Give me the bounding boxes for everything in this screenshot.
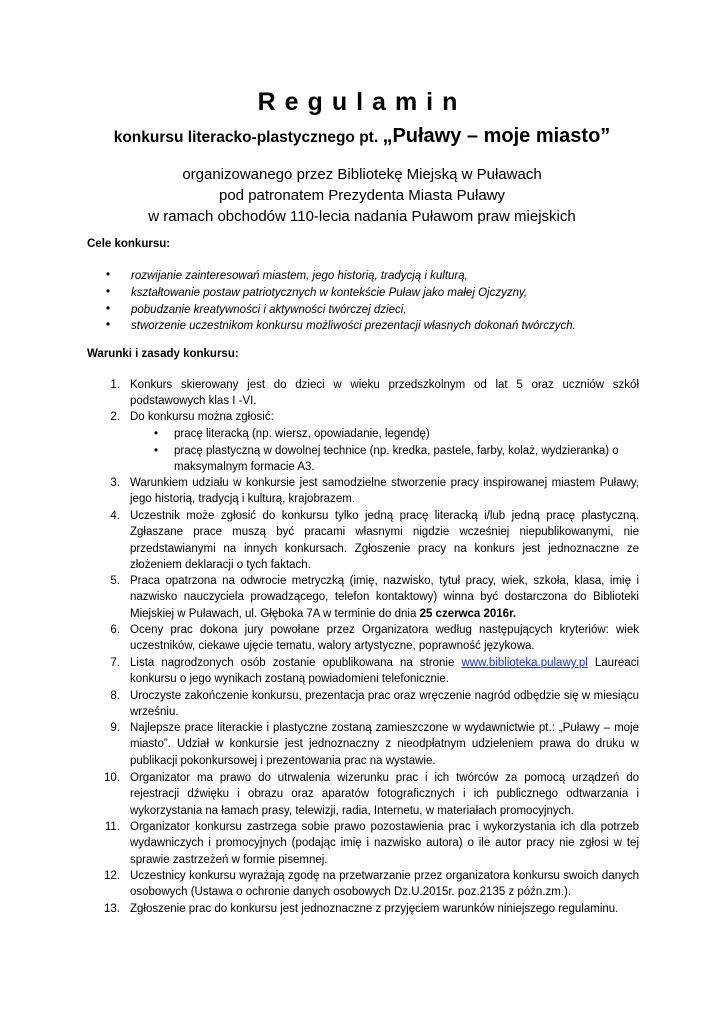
goals-heading: Cele konkursu: (87, 238, 171, 250)
condition-number: 3. (110, 477, 120, 489)
condition-number: 11. (104, 821, 120, 833)
bullet-icon: • (154, 445, 159, 457)
bullet-icon: • (106, 286, 111, 298)
organizer-line: organizowanego przez Bibliotekę Miejską w Puławach (182, 166, 542, 183)
condition-text: Zgłoszenie prac do konkursu jest jednoznaczne z przyjęciem warunków niniejszego regulaminu. (130, 903, 619, 915)
subtitle-prefix: konkursu literacko-plastycznego pt. (113, 129, 383, 146)
bullet-icon: • (106, 303, 111, 315)
condition-text: Do konkursu można zgłosić: (130, 411, 274, 423)
condition-text (130, 573, 639, 622)
condition-text: Konkurs skierowany jest do dzieci w wieku przedszkolnym od lat 5 oraz uczniów szkół podstawowych klas I -VI. (130, 379, 639, 408)
condition-number: 13. (104, 903, 120, 915)
condition-number: 4. (110, 510, 120, 522)
bullet-icon: • (106, 319, 111, 331)
bullet-icon: • (106, 269, 111, 281)
deadline-date: 25 czerwca 2016r. (419, 607, 517, 620)
document-subtitle (0, 125, 724, 148)
condition-number: 9. (110, 722, 120, 734)
condition-text: Organizator konkursu zastrzega sobie prawo pozostawienia prac i wykorzystania ich dla potrzeb wydawniczych i promocyjnych (podając imię i nazwisko autora) o ile autor pracy nie zgłosi w tej sprawie zastrzeżeń w formie pisemnej. (130, 821, 639, 866)
document-title: Regulamin (257, 88, 467, 116)
condition-number: 12. (104, 870, 120, 882)
condition-text: Uroczyste zakończenie konkursu, prezentacja prac oraz wręczenie nagród odbędzie się w miesiącu wrześniu. (130, 690, 639, 719)
patron-line: pod patronatem Prezydenta Miasta Puławy (219, 187, 505, 204)
sub-item-text: pracę literacką (np. wiersz, opowiadanie, legendę) (174, 428, 430, 440)
condition-text: Uczestnicy konkursu wyrażają zgodę na przetwarzanie przez organizatora konkursu swoich danych osobowych (Ustawa o ochronie danych osobowych Dz.U.2015r. poz.2135 z późn.zm.). (130, 870, 639, 899)
condition-number: 6. (110, 624, 120, 636)
condition-number: 5. (110, 575, 120, 587)
anniversary-line: w ramach obchodów 110-lecia nadania Puławom praw miejskich (148, 208, 576, 225)
goal-text: stworzenie uczestnikom konkursu możliwości prezentacji własnych dokonań twórczych. (131, 320, 576, 332)
goal-text: pobudzanie kreatywności i aktywności twórczej dzieci, (131, 304, 407, 316)
condition-number: 7. (110, 657, 120, 669)
condition-number: 10. (104, 772, 120, 784)
goal-text: kształtowanie postaw patriotycznych w kontekście Puław jako małej Ojczyzny, (131, 287, 528, 299)
condition-text: Uczestnik może zgłosić do konkursu tylko jedną pracę literacką i/lub jedną pracę plastyczną. Zgłaszane prace muszą być pracami własnymi nigdzie wcześniej niepublikowanymi, nie przedstawianymi na innych konkursach. Zgłoszenie pracy na konkurs jest jednoznaczne ze złożeniem deklaracji o tych faktach. (130, 510, 639, 572)
condition-number: 8. (110, 690, 120, 702)
condition-text-after: Laureaci konkursu o jego wynikach zostaną powiadomieni telefonicznie. (130, 657, 639, 686)
condition-number: 1. (110, 379, 120, 391)
goal-text: rozwijanie zainteresowań miastem, jego historią, tradycją i kulturą, (131, 270, 468, 282)
condition-text (130, 655, 639, 688)
contest-name: „Puławy – moje miasto” (382, 125, 611, 147)
condition-text-main: Praca opatrzona na odwrocie metryczką (imię, nazwisko, tytuł pracy, wiek, szkoła, klasa, imię i nazwisko nauczyciela prowadzącego, telefon kontaktowy) winna być dostarczona do Biblioteki Miejskiej w Puławach, ul. Głęboka 7A w terminie do dnia (130, 575, 639, 620)
condition-text: Warunkiem udziału w konkursie jest samodzielne stworzenie pracy inspirowanej miastem Puławy, jego historią, tradycją i kulturą, krajobrazem. (130, 477, 639, 506)
condition-text: Najlepsze prace literackie i plastyczne zostaną zamieszczone w wydawnictwie pt.: „Puławy – moje miasto”. Udział w konkursie jest jednoznaczny z nieodpłatnym udzieleniem prawa do druku w publikacji pokonkursowej i prezentowania prac na wystawie. (130, 722, 639, 767)
condition-text: Oceny prac dokona jury powołane przez Organizatora według następujących kryteriów: wiek uczestników, ciekawe ujęcie tematu, walory artystyczne, poprawność językowa. (130, 624, 639, 653)
bullet-icon: • (154, 428, 159, 440)
condition-text-main: Lista nagrodzonych osób zostanie opublikowana na stronie (130, 657, 462, 669)
sub-item-text: pracę plastyczną w dowolnej technice (np. kredka, pastele, farby, kolaż, wydzieranka) o maksymalnym formacie A3. (174, 445, 619, 474)
condition-number: 2. (110, 411, 120, 423)
condition-text: Organizator ma prawo do utrwalenia wizerunku prac i ich twórców za pomocą urządzeń do rejestracji dźwięku i obrazu oraz aparatów fotograficznych i ich publicznego odtwarzania i wykorzystania na łamach prasy, telewizji, radia, Internetu, w materiałach promocyjnych. (130, 772, 639, 817)
conditions-heading: Warunki i zasady konkursu: (87, 348, 239, 360)
library-website-link[interactable]: www.biblioteka.pulawy.pl (461, 657, 588, 669)
